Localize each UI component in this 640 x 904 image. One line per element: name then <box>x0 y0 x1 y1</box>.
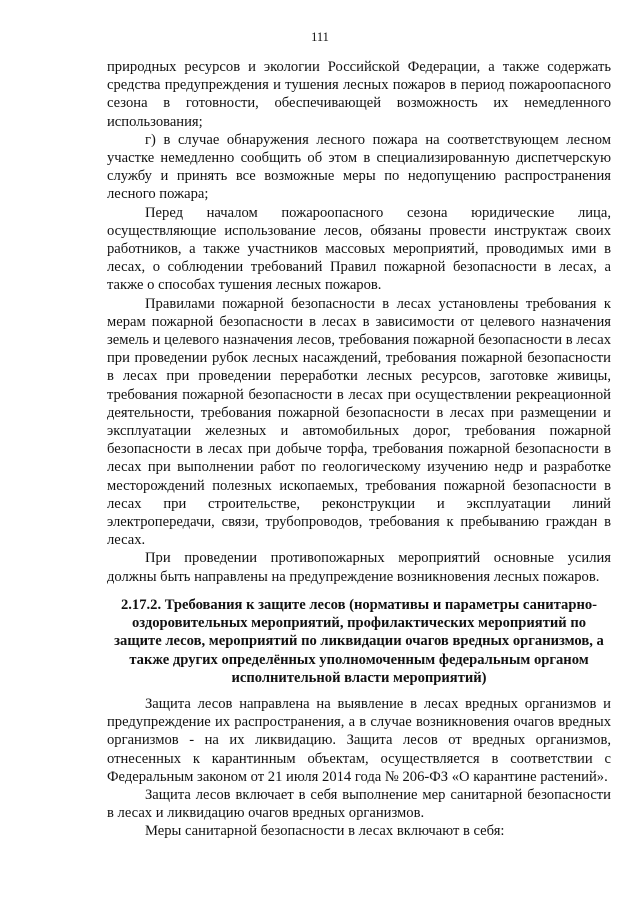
page-number: 111 <box>311 30 329 44</box>
section-heading: 2.17.2. Требования к защите лесов (нормативы и параметры санитарно-оздоровительных мероприятий, профилактических мероприятий по защите лесов, мероприятий по ликвидации очагов вредных организмов, а также других определённых уполномоченным федеральным органом исполнительной власти мероприятий) <box>114 596 604 686</box>
paragraph-forest-protection: Защита лесов направлена на выявление в лесах вредных организмов и предупреждение их распространения, а в случае возникновения очагов вредных организмов - на их ликвидацию. Защита лесов от вредных организмов, отнесенных к карантинным объектам, осуществляется в соответствии с Федеральным законом от 21 июля 2014 года № 206-ФЗ «О карантине растений». <box>107 695 611 785</box>
paragraph-item-g: г) в случае обнаружения лесного пожара на соответствующем лесном участке немедленно сообщить об этом в специализированную диспетчерскую службу и принять все возможные меры по недопущению распространения лесного пожара; <box>107 131 611 203</box>
paragraph-protection-includes: Защита лесов включает в себя выполнение мер санитарной безопасности в лесах и ликвидацию очагов вредных организмов. <box>107 786 611 822</box>
paragraph-sanitary-measures: Меры санитарной безопасности в лесах включают в себя: <box>145 823 505 840</box>
paragraph-prevention: При проведении противопожарных мероприятий основные усилия должны быть направлены на предупреждение возникновения лесных пожаров. <box>107 550 611 585</box>
paragraph-instruction: Перед началом пожароопасного сезона юридические лица, осуществляющие использование лесов, обязаны провести инструктаж своих работников, а также участников массовых мероприятий, проводимых ими в лесах, о соблюдении требований Правил пожарной безопасности в лесах, а также о способах тушения лесных пожаров. <box>107 204 611 294</box>
document-body <box>107 58 611 841</box>
paragraph-fire-rules: Правилами пожарной безопасности в лесах установлены требования к мерам пожарной безопасности в лесах в зависимости от целевого назначения земель и целевого назначения лесов, требования пожарной безопасности в лесах при проведении рубок лесных насаждений, требования пожарной безопасности в лесах при проведении переработки лесных ресурсов, заготовке живицы, требования пожарной безопасности в лесах при осуществлении рекреационной деятельности, требования пожарной безопасности в лесах при размещении и эксплуатации железных и автомобильных дорог, требования пожарной безопасности в лесах при добыче торфа, требования пожарной безопасности в лесах при выполнении работ по геологическому изучению недр и разработке месторождений полезных ископаемых, требования пожарной безопасности в лесах при строительстве, реконструкции и эксплуатации линий электропередачи, связи, трубопроводов, требования к пребыванию граждан в лесах. <box>107 295 611 549</box>
paragraph-continuation: природных ресурсов и экологии Российской Федерации, а также содержать средства предупреждения и тушения лесных пожаров в период пожароопасного сезона в готовности, обеспечивающей возможность их немедленного использования; <box>107 59 611 130</box>
